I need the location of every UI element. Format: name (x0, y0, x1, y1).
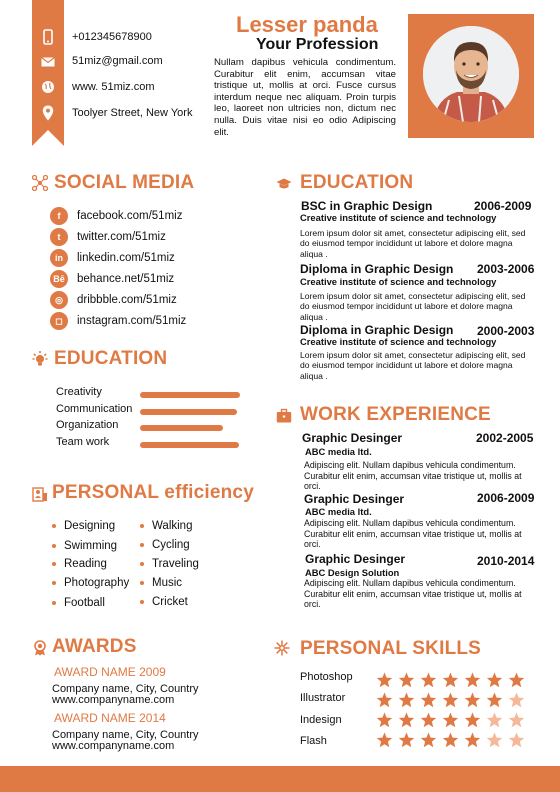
award-name: AWARD NAME 2014 (54, 711, 166, 725)
lightbulb-icon (32, 350, 48, 366)
intro-text: Nullam dapibus vehicula condimentum. Curabitur elit enim, accumsan vitae tristique ut, mollis at orci. Fusce cursus interdum neque nec aliquam. Proin turpis leo, laoreet non ultricies non, dictum nec nulla. Duis vitae nisi eo odio Adipiscing elit. (214, 57, 396, 138)
work-title: Graphic Desinger (305, 552, 406, 566)
efficiency-item: Traveling (140, 558, 199, 570)
work-company: ABC Design Solution (305, 567, 400, 578)
personal-skill-label: Photoshop (300, 671, 353, 683)
star-filled-icon (398, 672, 415, 688)
award-company: Company name, City, Country (52, 729, 199, 741)
globe-icon (32, 77, 64, 97)
efficiency-item: Music (140, 577, 182, 589)
skill-star-rating (376, 712, 525, 728)
star-filled-icon (464, 732, 481, 748)
skill-bar (140, 409, 237, 415)
mail-icon (32, 52, 64, 72)
ribbon-notch (32, 130, 64, 146)
star-empty-icon (508, 712, 525, 728)
award-company: Company name, City, Country (52, 683, 199, 695)
social-item-facebook[interactable] (50, 207, 182, 225)
personal-skill-label: Illustrator (300, 692, 346, 704)
education-description: Lorem ipsum dolor sit amet, consectetur adipiscing elit, sed do eiusmod tempor incididunt ut labore et dolore magna aliqua . (300, 350, 526, 381)
skill-label: Creativity (56, 386, 102, 398)
efficiency-item: Cricket (140, 596, 188, 608)
work-years: 2006-2009 (477, 491, 535, 505)
star-filled-icon (398, 692, 415, 708)
efficiency-item: Designing (52, 520, 115, 532)
contact-phone[interactable]: +012345678900 (72, 31, 152, 43)
work-years: 2002-2005 (476, 431, 534, 445)
efficiency-item: Football (52, 597, 105, 609)
social-item-instagram[interactable] (50, 312, 186, 330)
star-filled-icon (420, 732, 437, 748)
personal-skill-label: Indesign (300, 714, 342, 726)
graduation-cap-icon (276, 176, 292, 192)
awards-heading: AWARDS (52, 636, 137, 657)
network-icon (32, 175, 48, 191)
education-years: 2000-2003 (477, 324, 535, 338)
star-filled-icon (464, 712, 481, 728)
contact-website[interactable]: www. 51miz.com (72, 81, 155, 93)
social-item-behance[interactable] (50, 270, 174, 288)
education-description: Lorem ipsum dolor sit amet, consectetur adipiscing elit, sed do eiusmod tempor incididunt ut labore et dolore magna aliqua . (300, 291, 526, 322)
snowflake-gear-icon (274, 640, 290, 656)
education-title: Diploma in Graphic Design (300, 323, 454, 337)
work-description: Adipiscing elit. Nullam dapibus vehicula condimentum. Curabitur elit enim, accumsan vitae tristique ut, mollis at orci. (304, 578, 522, 610)
social-item-linkedin[interactable] (50, 249, 175, 267)
education-institute: Creative institute of science and technology (300, 276, 497, 287)
efficiency-item: Photography (52, 577, 129, 589)
personal-skills-heading: PERSONAL SKILLS (300, 638, 482, 659)
instagram-icon: ◻ (50, 312, 68, 330)
skill-star-rating (376, 692, 525, 708)
skill-star-rating (376, 732, 525, 748)
facebook-icon: f (50, 207, 68, 225)
skill-bar (140, 392, 240, 398)
education-institute: Creative institute of science and technology (300, 212, 497, 223)
star-filled-icon (442, 712, 459, 728)
star-filled-icon (486, 672, 503, 688)
skill-label: Organization (56, 419, 119, 431)
profile-photo (423, 26, 519, 122)
social-item-twitter[interactable] (50, 228, 166, 246)
linkedin-icon: in (50, 249, 68, 267)
behance-icon: Bē (50, 270, 68, 288)
star-empty-icon (486, 732, 503, 748)
efficiency-item: Walking (140, 520, 192, 532)
social-item-dribbble[interactable] (50, 291, 177, 309)
star-filled-icon (442, 692, 459, 708)
social-item-label: facebook.com/51miz (77, 210, 183, 222)
skill-label: Team work (56, 436, 110, 448)
dribbble-icon: ◎ (50, 291, 68, 309)
efficiency-item: Swimming (52, 540, 117, 552)
skill-label: Communication (56, 403, 133, 415)
work-company: ABC media ltd. (305, 446, 372, 457)
work-description: Adipiscing elit. Nullam dapibus vehicula condimentum. Curabitur elit enim, accumsan vitae tristique ut, mollis at orci. (304, 518, 522, 550)
star-filled-icon (376, 672, 393, 688)
education-heading: EDUCATION (300, 172, 414, 193)
work-title: Graphic Desinger (304, 492, 405, 506)
contact-email[interactable]: 51miz@gmail.com (72, 55, 163, 67)
star-filled-icon (420, 712, 437, 728)
award-website[interactable]: www.companyname.com (52, 694, 175, 706)
award-name: AWARD NAME 2009 (54, 665, 166, 679)
star-filled-icon (398, 732, 415, 748)
profession-title: Your Profession (256, 36, 379, 53)
star-filled-icon (464, 672, 481, 688)
work-years: 2010-2014 (477, 554, 535, 568)
skill-star-rating (376, 672, 525, 688)
skills-heading: EDUCATION (54, 348, 168, 369)
social-item-label: dribbble.com/51miz (77, 294, 177, 306)
contact-ribbon (32, 0, 64, 146)
contact-address: Toolyer Street, New York (72, 107, 193, 119)
social-item-label: linkedin.com/51miz (77, 252, 175, 264)
star-filled-icon (464, 692, 481, 708)
efficiency-item: Reading (52, 558, 107, 570)
education-title: BSC in Graphic Design (301, 199, 433, 213)
work-company: ABC media ltd. (305, 506, 372, 517)
location-pin-icon (32, 103, 64, 123)
twitter-icon: t (50, 228, 68, 246)
social-media-heading: SOCIAL MEDIA (54, 172, 195, 193)
star-filled-icon (420, 672, 437, 688)
education-title: Diploma in Graphic Design (300, 262, 454, 276)
star-filled-icon (376, 712, 393, 728)
star-filled-icon (442, 732, 459, 748)
education-institute: Creative institute of science and technology (300, 336, 497, 347)
social-item-label: behance.net/51miz (77, 273, 175, 285)
award-medal-icon (32, 640, 48, 656)
footer-bar (0, 766, 560, 792)
social-item-label: twitter.com/51miz (77, 231, 166, 243)
briefcase-icon (276, 408, 292, 424)
efficiency-item: Cycling (140, 539, 190, 551)
award-website[interactable]: www.companyname.com (52, 740, 175, 752)
star-filled-icon (376, 732, 393, 748)
work-description: Adipiscing elit. Nullam dapibus vehicula condimentum. Curabitur elit enim, accumsan vitae tristique ut, mollis at orci. (304, 460, 522, 492)
star-filled-icon (376, 692, 393, 708)
phone-icon (32, 27, 64, 47)
star-filled-icon (508, 672, 525, 688)
star-empty-icon (508, 692, 525, 708)
skill-bar (140, 425, 223, 431)
star-filled-icon (486, 692, 503, 708)
person-name: Lesser panda (236, 12, 378, 37)
education-years: 2003-2006 (477, 262, 535, 276)
star-empty-icon (486, 712, 503, 728)
work-experience-heading: WORK EXPERIENCE (300, 404, 491, 425)
star-filled-icon (398, 712, 415, 728)
star-empty-icon (508, 732, 525, 748)
skill-bar (140, 442, 239, 448)
person-document-icon (32, 486, 48, 502)
education-description: Lorem ipsum dolor sit amet, consectetur adipiscing elit, sed do eiusmod tempor incididunt ut labore et dolore magna aliqua . (300, 228, 526, 259)
work-title: Graphic Desinger (302, 431, 403, 445)
star-filled-icon (442, 672, 459, 688)
star-filled-icon (420, 692, 437, 708)
efficiency-heading: PERSONAL efficiency (52, 482, 254, 503)
education-years: 2006-2009 (474, 199, 532, 213)
social-item-label: instagram.com/51miz (77, 315, 187, 327)
personal-skill-label: Flash (300, 735, 327, 747)
